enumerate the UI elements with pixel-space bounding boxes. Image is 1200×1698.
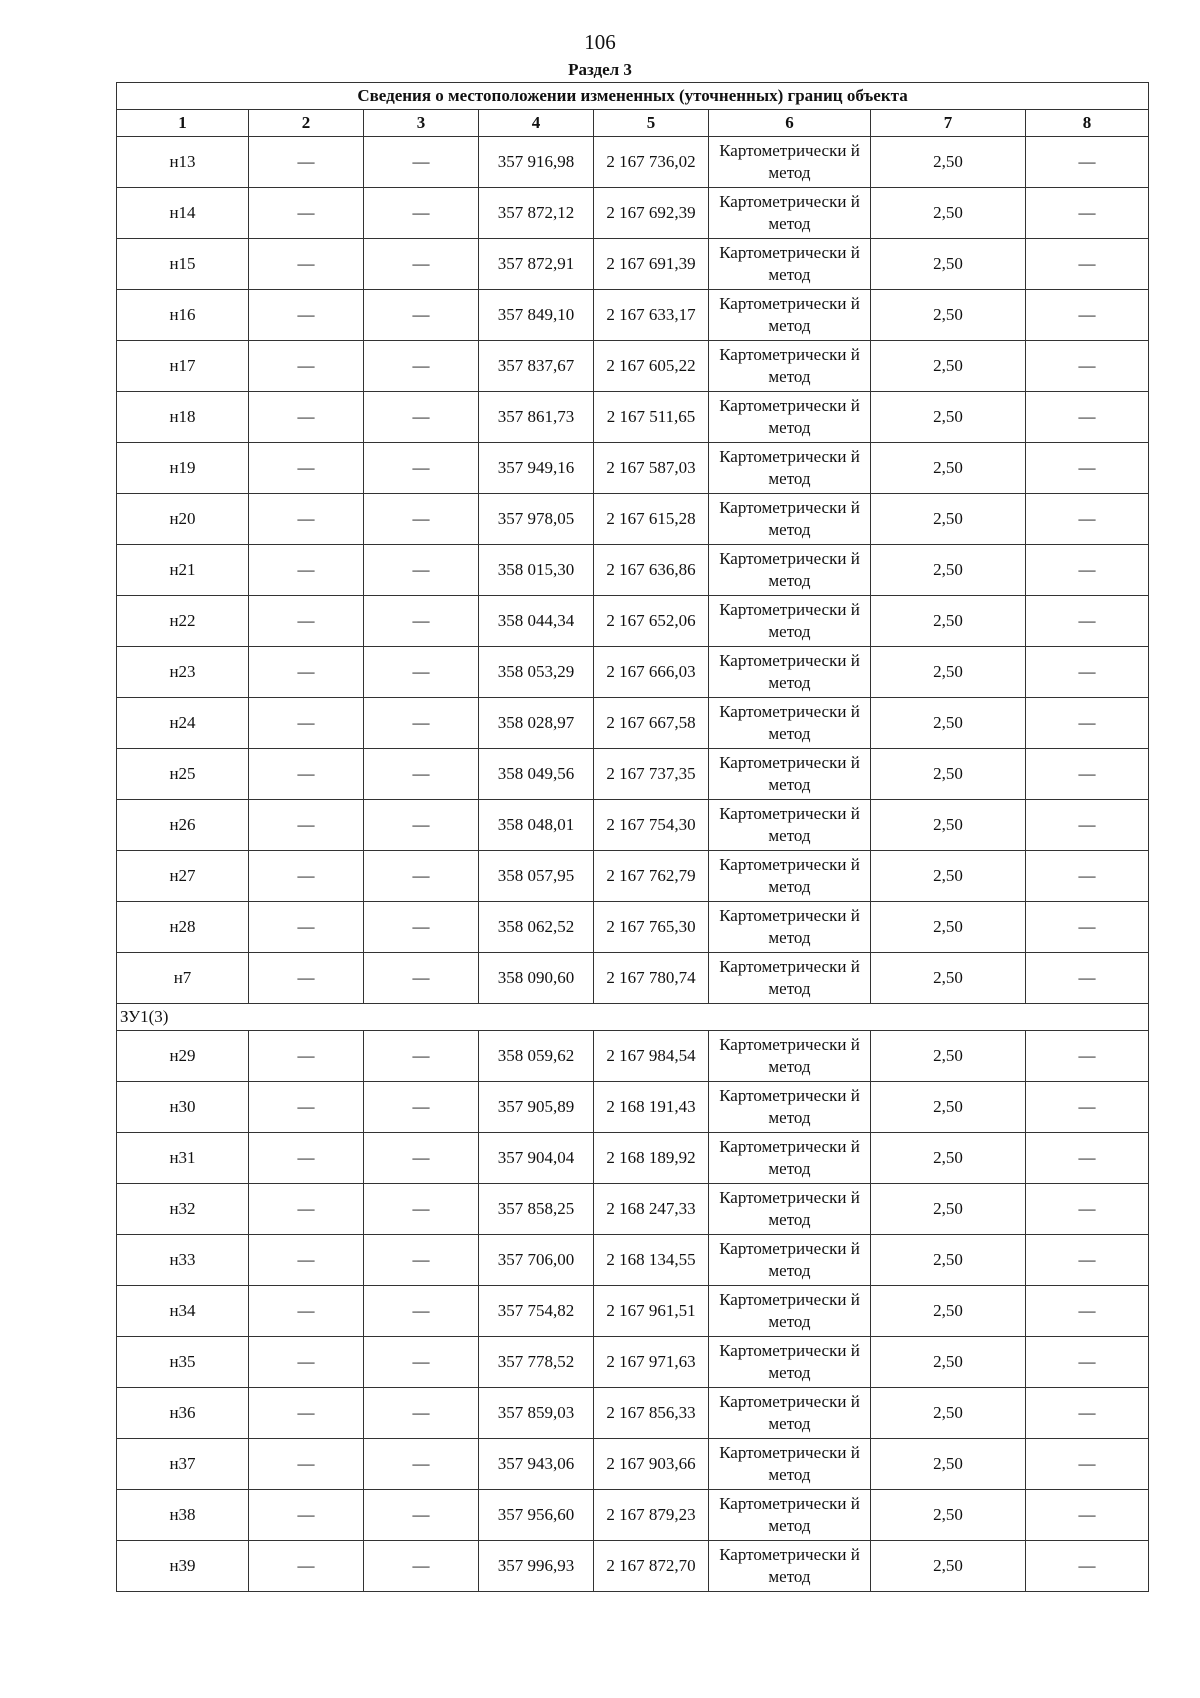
- method-cell: Картометрически й метод: [709, 443, 871, 494]
- col2-cell: —: [249, 851, 364, 902]
- accuracy-cell: 2,50: [871, 851, 1026, 902]
- method-cell: Картометрически й метод: [709, 290, 871, 341]
- point-name-cell: н16: [117, 290, 249, 341]
- y-coordinate-cell: 2 167 872,70: [594, 1541, 709, 1592]
- col8-cell: —: [1026, 851, 1149, 902]
- accuracy-cell: 2,50: [871, 443, 1026, 494]
- table-row: [117, 392, 1149, 443]
- column-number: 7: [871, 110, 1026, 137]
- point-name-cell: н13: [117, 137, 249, 188]
- col2-cell: —: [249, 341, 364, 392]
- table-row: [117, 1337, 1149, 1388]
- col8-cell: —: [1026, 188, 1149, 239]
- col2-cell: —: [249, 1388, 364, 1439]
- y-coordinate-cell: 2 167 737,35: [594, 749, 709, 800]
- method-cell: Картометрически й метод: [709, 1541, 871, 1592]
- table-row: [117, 647, 1149, 698]
- y-coordinate-cell: 2 167 762,79: [594, 851, 709, 902]
- table-row: [117, 851, 1149, 902]
- x-coordinate-cell: 357 872,12: [479, 188, 594, 239]
- point-name-cell: н14: [117, 188, 249, 239]
- accuracy-cell: 2,50: [871, 647, 1026, 698]
- method-cell: Картометрически й метод: [709, 1082, 871, 1133]
- col2-cell: —: [249, 443, 364, 494]
- col2-cell: —: [249, 494, 364, 545]
- col8-cell: —: [1026, 545, 1149, 596]
- method-cell: Картометрически й метод: [709, 188, 871, 239]
- col3-cell: —: [364, 1235, 479, 1286]
- point-name-cell: н7: [117, 953, 249, 1004]
- y-coordinate-cell: 2 167 511,65: [594, 392, 709, 443]
- col8-cell: —: [1026, 1541, 1149, 1592]
- point-name-cell: н17: [117, 341, 249, 392]
- x-coordinate-cell: 358 053,29: [479, 647, 594, 698]
- method-cell: Картометрически й метод: [709, 800, 871, 851]
- accuracy-cell: 2,50: [871, 1031, 1026, 1082]
- col3-cell: —: [364, 902, 479, 953]
- y-coordinate-cell: 2 168 247,33: [594, 1184, 709, 1235]
- method-cell: Картометрически й метод: [709, 1337, 871, 1388]
- col3-cell: —: [364, 953, 479, 1004]
- accuracy-cell: 2,50: [871, 1439, 1026, 1490]
- x-coordinate-cell: 358 090,60: [479, 953, 594, 1004]
- page-number: 106: [584, 30, 616, 54]
- x-coordinate-cell: 357 849,10: [479, 290, 594, 341]
- table-row: [117, 290, 1149, 341]
- col2-cell: —: [249, 392, 364, 443]
- col2-cell: —: [249, 1031, 364, 1082]
- col8-cell: —: [1026, 1082, 1149, 1133]
- point-name-cell: н15: [117, 239, 249, 290]
- table-row: [117, 800, 1149, 851]
- accuracy-cell: 2,50: [871, 290, 1026, 341]
- col3-cell: —: [364, 596, 479, 647]
- col8-cell: —: [1026, 1439, 1149, 1490]
- y-coordinate-cell: 2 167 765,30: [594, 902, 709, 953]
- table-caption: Сведения о местоположении измененных (уточненных) границ объекта: [117, 83, 1149, 110]
- table-row: [117, 1184, 1149, 1235]
- accuracy-cell: 2,50: [871, 1490, 1026, 1541]
- col3-cell: —: [364, 443, 479, 494]
- method-cell: Картометрически й метод: [709, 1235, 871, 1286]
- col2-cell: —: [249, 188, 364, 239]
- table-body: [117, 137, 1149, 1592]
- point-name-cell: н38: [117, 1490, 249, 1541]
- col8-cell: —: [1026, 1133, 1149, 1184]
- y-coordinate-cell: 2 167 691,39: [594, 239, 709, 290]
- x-coordinate-cell: 357 858,25: [479, 1184, 594, 1235]
- point-name-cell: н34: [117, 1286, 249, 1337]
- col3-cell: —: [364, 698, 479, 749]
- point-name-cell: н18: [117, 392, 249, 443]
- col8-cell: —: [1026, 494, 1149, 545]
- point-name-cell: н22: [117, 596, 249, 647]
- col3-cell: —: [364, 239, 479, 290]
- y-coordinate-cell: 2 168 134,55: [594, 1235, 709, 1286]
- x-coordinate-cell: 358 048,01: [479, 800, 594, 851]
- column-number: 4: [479, 110, 594, 137]
- accuracy-cell: 2,50: [871, 239, 1026, 290]
- method-cell: Картометрически й метод: [709, 1133, 871, 1184]
- method-cell: Картометрически й метод: [709, 239, 871, 290]
- point-name-cell: н19: [117, 443, 249, 494]
- table-row: [117, 902, 1149, 953]
- x-coordinate-cell: 358 057,95: [479, 851, 594, 902]
- accuracy-cell: 2,50: [871, 1388, 1026, 1439]
- col8-cell: —: [1026, 953, 1149, 1004]
- x-coordinate-cell: 357 996,93: [479, 1541, 594, 1592]
- x-coordinate-cell: 357 978,05: [479, 494, 594, 545]
- y-coordinate-cell: 2 168 191,43: [594, 1082, 709, 1133]
- x-coordinate-cell: 357 904,04: [479, 1133, 594, 1184]
- y-coordinate-cell: 2 168 189,92: [594, 1133, 709, 1184]
- accuracy-cell: 2,50: [871, 494, 1026, 545]
- col3-cell: —: [364, 341, 479, 392]
- col3-cell: —: [364, 1082, 479, 1133]
- table-row: [117, 1133, 1149, 1184]
- table-row: [117, 1541, 1149, 1592]
- col8-cell: —: [1026, 239, 1149, 290]
- method-cell: Картометрически й метод: [709, 647, 871, 698]
- col2-cell: —: [249, 545, 364, 596]
- method-cell: Картометрически й метод: [709, 851, 871, 902]
- x-coordinate-cell: 357 754,82: [479, 1286, 594, 1337]
- col2-cell: —: [249, 1235, 364, 1286]
- table-row: [117, 1235, 1149, 1286]
- table-row: [117, 188, 1149, 239]
- y-coordinate-cell: 2 167 856,33: [594, 1388, 709, 1439]
- col8-cell: —: [1026, 647, 1149, 698]
- table-row: [117, 698, 1149, 749]
- group-header-row: [117, 1004, 1149, 1031]
- x-coordinate-cell: 357 916,98: [479, 137, 594, 188]
- table-row: [117, 749, 1149, 800]
- boundary-coordinates-table: [116, 82, 1149, 1592]
- table-row: [117, 1031, 1149, 1082]
- x-coordinate-cell: 357 706,00: [479, 1235, 594, 1286]
- y-coordinate-cell: 2 167 903,66: [594, 1439, 709, 1490]
- x-coordinate-cell: 358 049,56: [479, 749, 594, 800]
- table-row: [117, 239, 1149, 290]
- x-coordinate-cell: 357 778,52: [479, 1337, 594, 1388]
- col8-cell: —: [1026, 1031, 1149, 1082]
- col8-cell: —: [1026, 392, 1149, 443]
- col3-cell: —: [364, 1286, 479, 1337]
- point-name-cell: н32: [117, 1184, 249, 1235]
- method-cell: Картометрически й метод: [709, 596, 871, 647]
- y-coordinate-cell: 2 167 879,23: [594, 1490, 709, 1541]
- method-cell: Картометрически й метод: [709, 1031, 871, 1082]
- x-coordinate-cell: 358 044,34: [479, 596, 594, 647]
- x-coordinate-cell: 357 943,06: [479, 1439, 594, 1490]
- accuracy-cell: 2,50: [871, 596, 1026, 647]
- accuracy-cell: 2,50: [871, 1235, 1026, 1286]
- point-name-cell: н39: [117, 1541, 249, 1592]
- accuracy-cell: 2,50: [871, 902, 1026, 953]
- table-row: [117, 341, 1149, 392]
- col8-cell: —: [1026, 1490, 1149, 1541]
- table-row: [117, 545, 1149, 596]
- col3-cell: —: [364, 647, 479, 698]
- table-row: [117, 953, 1149, 1004]
- accuracy-cell: 2,50: [871, 800, 1026, 851]
- table-row: [117, 1490, 1149, 1541]
- col3-cell: —: [364, 1541, 479, 1592]
- accuracy-cell: 2,50: [871, 1133, 1026, 1184]
- col2-cell: —: [249, 647, 364, 698]
- col3-cell: —: [364, 851, 479, 902]
- y-coordinate-cell: 2 167 971,63: [594, 1337, 709, 1388]
- point-name-cell: н36: [117, 1388, 249, 1439]
- method-cell: Картометрически й метод: [709, 953, 871, 1004]
- y-coordinate-cell: 2 167 587,03: [594, 443, 709, 494]
- method-cell: Картометрически й метод: [709, 1490, 871, 1541]
- x-coordinate-cell: 358 062,52: [479, 902, 594, 953]
- accuracy-cell: 2,50: [871, 545, 1026, 596]
- accuracy-cell: 2,50: [871, 1184, 1026, 1235]
- col3-cell: —: [364, 1133, 479, 1184]
- method-cell: Картометрически й метод: [709, 698, 871, 749]
- point-name-cell: н35: [117, 1337, 249, 1388]
- col8-cell: —: [1026, 596, 1149, 647]
- col2-cell: —: [249, 1286, 364, 1337]
- accuracy-cell: 2,50: [871, 341, 1026, 392]
- method-cell: Картометрически й метод: [709, 341, 871, 392]
- y-coordinate-cell: 2 167 666,03: [594, 647, 709, 698]
- col3-cell: —: [364, 1184, 479, 1235]
- col8-cell: —: [1026, 698, 1149, 749]
- col2-cell: —: [249, 596, 364, 647]
- accuracy-cell: 2,50: [871, 1541, 1026, 1592]
- y-coordinate-cell: 2 167 605,22: [594, 341, 709, 392]
- table-row: [117, 1286, 1149, 1337]
- column-number: 3: [364, 110, 479, 137]
- point-name-cell: н25: [117, 749, 249, 800]
- col8-cell: —: [1026, 443, 1149, 494]
- method-cell: Картометрически й метод: [709, 1388, 871, 1439]
- table-row: [117, 596, 1149, 647]
- column-number: 1: [117, 110, 249, 137]
- col2-cell: —: [249, 698, 364, 749]
- y-coordinate-cell: 2 167 652,06: [594, 596, 709, 647]
- method-cell: Картометрически й метод: [709, 1439, 871, 1490]
- col3-cell: —: [364, 494, 479, 545]
- col3-cell: —: [364, 1031, 479, 1082]
- point-name-cell: н27: [117, 851, 249, 902]
- method-cell: Картометрически й метод: [709, 392, 871, 443]
- table-row: [117, 137, 1149, 188]
- y-coordinate-cell: 2 167 692,39: [594, 188, 709, 239]
- x-coordinate-cell: 358 028,97: [479, 698, 594, 749]
- point-name-cell: н33: [117, 1235, 249, 1286]
- col8-cell: —: [1026, 290, 1149, 341]
- y-coordinate-cell: 2 167 636,86: [594, 545, 709, 596]
- accuracy-cell: 2,50: [871, 953, 1026, 1004]
- table-row: [117, 1388, 1149, 1439]
- accuracy-cell: 2,50: [871, 392, 1026, 443]
- y-coordinate-cell: 2 167 633,17: [594, 290, 709, 341]
- col3-cell: —: [364, 137, 479, 188]
- point-name-cell: н29: [117, 1031, 249, 1082]
- col2-cell: —: [249, 1490, 364, 1541]
- point-name-cell: н24: [117, 698, 249, 749]
- accuracy-cell: 2,50: [871, 1286, 1026, 1337]
- col3-cell: —: [364, 1337, 479, 1388]
- y-coordinate-cell: 2 167 754,30: [594, 800, 709, 851]
- y-coordinate-cell: 2 167 780,74: [594, 953, 709, 1004]
- column-number: 2: [249, 110, 364, 137]
- x-coordinate-cell: 357 872,91: [479, 239, 594, 290]
- col2-cell: —: [249, 1541, 364, 1592]
- col2-cell: —: [249, 1337, 364, 1388]
- col3-cell: —: [364, 800, 479, 851]
- x-coordinate-cell: 357 949,16: [479, 443, 594, 494]
- point-name-cell: н37: [117, 1439, 249, 1490]
- point-name-cell: н28: [117, 902, 249, 953]
- accuracy-cell: 2,50: [871, 137, 1026, 188]
- x-coordinate-cell: 358 015,30: [479, 545, 594, 596]
- section-title: Раздел 3: [568, 60, 632, 79]
- col2-cell: —: [249, 1439, 364, 1490]
- accuracy-cell: 2,50: [871, 749, 1026, 800]
- col3-cell: —: [364, 749, 479, 800]
- x-coordinate-cell: 357 859,03: [479, 1388, 594, 1439]
- col8-cell: —: [1026, 137, 1149, 188]
- column-number: 6: [709, 110, 871, 137]
- col8-cell: —: [1026, 800, 1149, 851]
- col8-cell: —: [1026, 902, 1149, 953]
- group-label: ЗУ1(3): [117, 1004, 1149, 1031]
- point-name-cell: н30: [117, 1082, 249, 1133]
- method-cell: Картометрически й метод: [709, 1184, 871, 1235]
- col2-cell: —: [249, 902, 364, 953]
- column-number-row: [117, 110, 1149, 137]
- y-coordinate-cell: 2 167 615,28: [594, 494, 709, 545]
- col2-cell: —: [249, 749, 364, 800]
- col2-cell: —: [249, 239, 364, 290]
- col2-cell: —: [249, 290, 364, 341]
- accuracy-cell: 2,50: [871, 1082, 1026, 1133]
- col3-cell: —: [364, 392, 479, 443]
- accuracy-cell: 2,50: [871, 1337, 1026, 1388]
- col8-cell: —: [1026, 341, 1149, 392]
- col8-cell: —: [1026, 1286, 1149, 1337]
- method-cell: Картометрически й метод: [709, 137, 871, 188]
- col3-cell: —: [364, 188, 479, 239]
- y-coordinate-cell: 2 167 984,54: [594, 1031, 709, 1082]
- col2-cell: —: [249, 800, 364, 851]
- table-row: [117, 443, 1149, 494]
- y-coordinate-cell: 2 167 961,51: [594, 1286, 709, 1337]
- col2-cell: —: [249, 137, 364, 188]
- point-name-cell: н21: [117, 545, 249, 596]
- col3-cell: —: [364, 545, 479, 596]
- col8-cell: —: [1026, 1337, 1149, 1388]
- x-coordinate-cell: 358 059,62: [479, 1031, 594, 1082]
- method-cell: Картометрически й метод: [709, 1286, 871, 1337]
- point-name-cell: н26: [117, 800, 249, 851]
- method-cell: Картометрически й метод: [709, 494, 871, 545]
- column-number: 8: [1026, 110, 1149, 137]
- column-number: 5: [594, 110, 709, 137]
- col8-cell: —: [1026, 1388, 1149, 1439]
- y-coordinate-cell: 2 167 736,02: [594, 137, 709, 188]
- y-coordinate-cell: 2 167 667,58: [594, 698, 709, 749]
- col3-cell: —: [364, 290, 479, 341]
- point-name-cell: н23: [117, 647, 249, 698]
- col2-cell: —: [249, 953, 364, 1004]
- col2-cell: —: [249, 1184, 364, 1235]
- point-name-cell: н31: [117, 1133, 249, 1184]
- x-coordinate-cell: 357 905,89: [479, 1082, 594, 1133]
- col2-cell: —: [249, 1133, 364, 1184]
- x-coordinate-cell: 357 837,67: [479, 341, 594, 392]
- method-cell: Картометрически й метод: [709, 902, 871, 953]
- col3-cell: —: [364, 1490, 479, 1541]
- col2-cell: —: [249, 1082, 364, 1133]
- method-cell: Картометрически й метод: [709, 749, 871, 800]
- col8-cell: —: [1026, 1184, 1149, 1235]
- table-row: [117, 1082, 1149, 1133]
- point-name-cell: н20: [117, 494, 249, 545]
- col3-cell: —: [364, 1439, 479, 1490]
- col3-cell: —: [364, 1388, 479, 1439]
- col8-cell: —: [1026, 749, 1149, 800]
- col8-cell: —: [1026, 1235, 1149, 1286]
- accuracy-cell: 2,50: [871, 188, 1026, 239]
- table-row: [117, 494, 1149, 545]
- accuracy-cell: 2,50: [871, 698, 1026, 749]
- x-coordinate-cell: 357 861,73: [479, 392, 594, 443]
- table-row: [117, 1439, 1149, 1490]
- method-cell: Картометрически й метод: [709, 545, 871, 596]
- x-coordinate-cell: 357 956,60: [479, 1490, 594, 1541]
